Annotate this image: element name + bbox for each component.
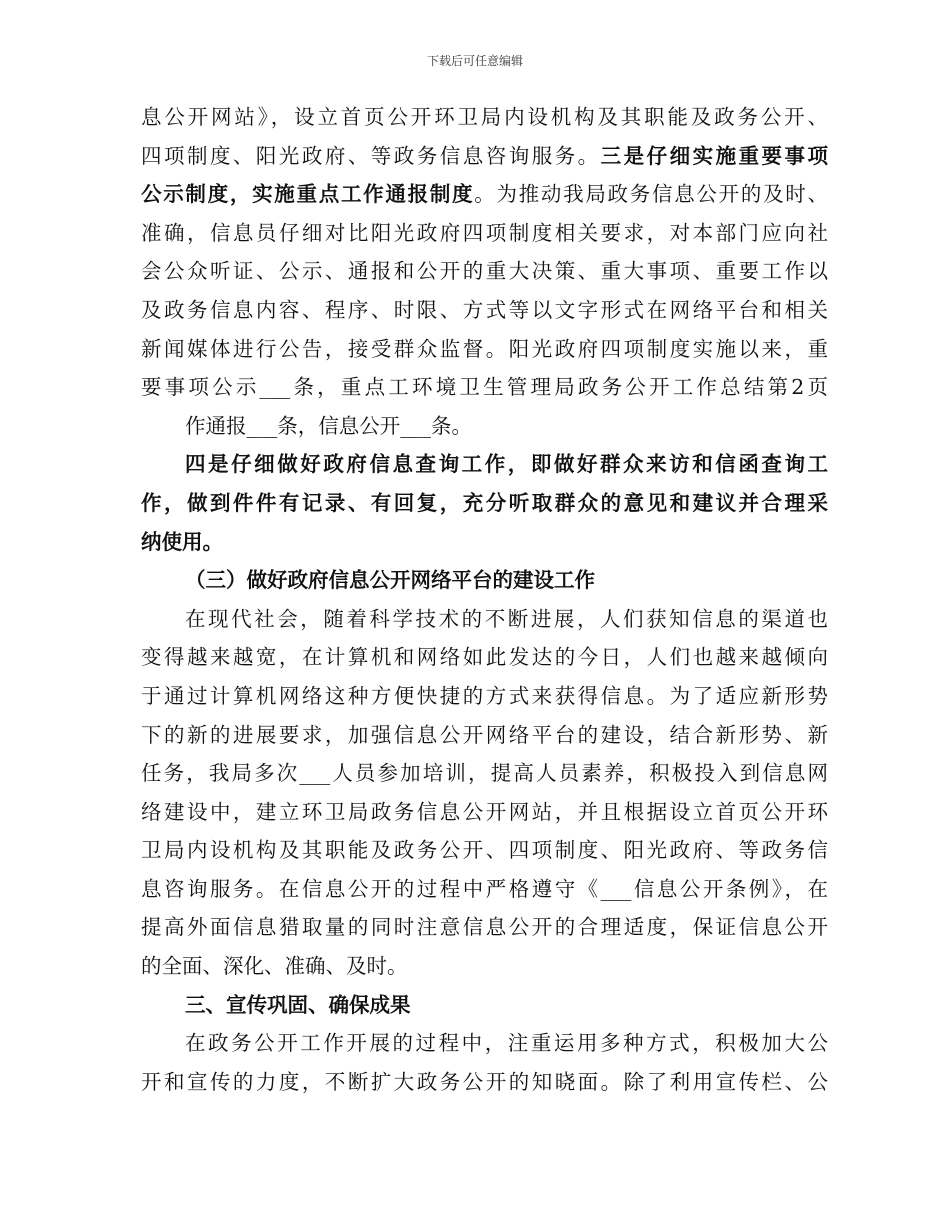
text-line: [141, 947, 828, 986]
text-segment: 要事项公示___条，重点工环境卫生管理局政务公开工作总结第2页: [141, 375, 828, 400]
bold-text-segment: （三）做好政府信息公开网络平台的建设工作: [185, 568, 595, 593]
text-line: [141, 831, 828, 870]
text-line: [141, 638, 828, 677]
text-segment: 于通过计算机网络这种方便快捷的方式来获得信息。为了适应新形势: [141, 683, 828, 708]
text-line: [141, 677, 828, 716]
text-line: [141, 600, 828, 639]
bold-text-segment: 纳使用。: [141, 529, 223, 554]
text-line: [141, 1063, 828, 1102]
text-segment: 变得越来越宽，在计算机和网络如此发达的今日，人们也越来越倾向: [141, 645, 828, 670]
text-line: [141, 407, 828, 446]
text-segment: 在政务公开工作开展的过程中，注重运用多种方式，积极加大公: [185, 1031, 828, 1056]
bold-text-segment: 四是仔细做好政府信息查询工作，即做好群众来访和信函查询工: [185, 452, 828, 477]
text-line: [141, 175, 828, 214]
text-line: [141, 870, 828, 909]
page-header: 下载后可任意编辑: [426, 54, 523, 68]
bold-text-segment: 作，做到件件有记录、有回复，充分听取群众的意见和建议并合理采: [141, 490, 828, 515]
text-segment: 息公开网站》，设立首页公开环卫局内设机构及其职能及政务公开、: [141, 105, 828, 129]
text-line: [141, 986, 828, 1025]
text-segment: 下的新的进展要求，加强信息公开网络平台的建设，结合新形势、新: [141, 722, 828, 747]
text-line: [141, 291, 828, 330]
text-line: [141, 523, 828, 562]
text-segment: 新闻媒体进行公告，接受群众监督。阳光政府四项制度实施以来，重: [141, 336, 828, 361]
text-segment: 及政务信息内容、程序、时限、方式等以文字形式在网络平台和相关: [141, 297, 828, 322]
text-segment: 开和宣传的力度，不断扩大政务公开的知晓面。除了利用宣传栏、公: [141, 1069, 828, 1094]
bold-text-segment: 公示制度，实施重点工作通报制度: [141, 182, 475, 207]
text-segment: 。为推动我局政务信息公开的及时、: [474, 182, 828, 207]
text-line: [141, 98, 828, 137]
text-segment: 四项制度、阳光政府、等政务信息咨询服务。: [141, 143, 601, 168]
text-line: [141, 793, 828, 832]
text-line: [141, 330, 828, 369]
bold-text-segment: 三、宣传巩固、确保成果: [185, 992, 411, 1017]
text-segment: 作通报___条，信息公开___条。: [185, 413, 472, 438]
text-segment: 卫局内设机构及其职能及政务公开、四项制度、阳光政府、等政务信: [141, 838, 828, 863]
text-segment: 络建设中，建立环卫局政务信息公开网站，并且根据设立首页公开环: [141, 799, 828, 824]
text-segment: 准确，信息员仔细对比阳光政府四项制度相关要求，对本部门应向社: [141, 220, 828, 245]
text-line: [141, 445, 828, 484]
text-segment: 会公众听证、公示、通报和公开的重大决策、重大事项、重要工作以: [141, 259, 828, 284]
text-line: [141, 214, 828, 253]
text-segment: 在现代社会，随着科学技术的不断进展，人们获知信息的渠道也: [185, 606, 828, 631]
text-line: [141, 252, 828, 291]
text-line: [141, 484, 828, 523]
text-line: [141, 754, 828, 793]
document-body: [141, 98, 828, 1101]
text-line: [141, 908, 828, 947]
text-segment: 息咨询服务。在信息公开的过程中严格遵守《___信息公开条例》，在: [141, 876, 828, 901]
text-segment: 提高外面信息猎取量的同时注意信息公开的合理适度，保证信息公开: [141, 915, 828, 940]
text-segment: 的全面、深化、准确、及时。: [141, 954, 408, 979]
bold-text-segment: 三是仔细实施重要事项: [600, 143, 829, 168]
text-line: [141, 561, 828, 600]
text-line: [141, 1024, 828, 1063]
text-line: [141, 137, 828, 176]
text-line: [141, 716, 828, 755]
text-segment: 任务，我局多次___人员参加培训，提高人员素养，积极投入到信息网: [141, 761, 828, 786]
text-line: [141, 368, 828, 407]
